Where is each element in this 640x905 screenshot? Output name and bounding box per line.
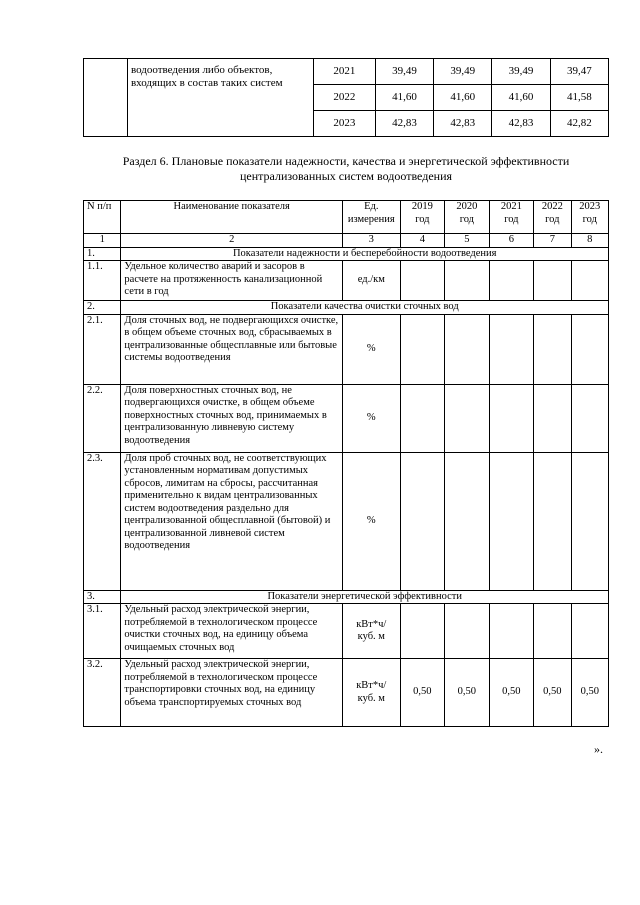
- header-year: 2023 год: [571, 201, 608, 234]
- value-cell: [400, 261, 445, 301]
- header-year: 2020 год: [445, 201, 490, 234]
- value-cell: [400, 314, 445, 384]
- value-cell: [534, 384, 571, 452]
- description-cell: водоотведения либо объектов, входящих в состав таких систем: [127, 59, 313, 137]
- header-year: 2021 год: [489, 201, 534, 234]
- value-cell: [534, 452, 571, 590]
- value-cell: [445, 384, 490, 452]
- header-year: 2022 год: [534, 201, 571, 234]
- unit-cell: %: [342, 314, 400, 384]
- value-cell: [489, 314, 534, 384]
- row-num: 2.1.: [84, 314, 121, 384]
- value-cell: 0,50: [534, 659, 571, 727]
- header-year: 2019 год: [400, 201, 445, 234]
- column-number: 1: [84, 234, 121, 248]
- year-cell: 2021: [313, 59, 375, 85]
- value-cell: 42,83: [492, 111, 550, 137]
- value-cell: [534, 314, 571, 384]
- section-title: Раздел 6. Плановые показатели надежности, качества и энергетической эффективности централизованных систем водоотведения: [122, 154, 570, 183]
- indicator-name: Удельный расход электрической энергии, потребляемой в технологическом процессе очистки сточных вод, на единицу объема очищаемых сточных вод: [121, 604, 343, 659]
- group-title: Показатели качества очистки сточных вод: [121, 301, 609, 315]
- table-row: [84, 452, 609, 590]
- unit-cell: ед./км: [342, 261, 400, 301]
- value-cell: [571, 604, 608, 659]
- value-cell: [571, 452, 608, 590]
- header-name: Наименование показателя: [121, 201, 343, 234]
- table-row: [84, 659, 609, 727]
- value-cell: [445, 261, 490, 301]
- unit-cell: кВт*ч/ куб. м: [342, 659, 400, 727]
- value-cell: 0,50: [445, 659, 490, 727]
- value-cell: [571, 261, 608, 301]
- value-cell: [534, 604, 571, 659]
- value-cell: 0,50: [571, 659, 608, 727]
- value-cell: [445, 604, 490, 659]
- value-cell: [400, 604, 445, 659]
- closing-quote: ».: [594, 742, 603, 756]
- value-cell: 42,83: [434, 111, 492, 137]
- value-cell: 39,47: [550, 59, 608, 85]
- value-cell: 0,50: [489, 659, 534, 727]
- group-row: [84, 301, 609, 315]
- group-row: [84, 247, 609, 261]
- column-number: 8: [571, 234, 608, 248]
- indicators-table: [83, 200, 609, 727]
- value-cell: [400, 384, 445, 452]
- header-row: [84, 201, 609, 234]
- empty-cell: [84, 59, 128, 137]
- table-row: [84, 314, 609, 384]
- indicator-name: Доля проб сточных вод, не соответствующих установленным нормативам допустимых сбросов, лимитам на сбросы, рассчитанная применительно к видам централизованных систем водоотведения раздельно для централизованной общесплавной (бытовой) и централизованной ливневой систем водоотведения: [121, 452, 343, 590]
- row-num: 2.3.: [84, 452, 121, 590]
- table-row: [84, 604, 609, 659]
- group-title: Показатели энергетической эффективности: [121, 590, 609, 604]
- value-cell: 39,49: [492, 59, 550, 85]
- row-num: 1.1.: [84, 261, 121, 301]
- value-cell: 41,60: [492, 85, 550, 111]
- column-number: 7: [534, 234, 571, 248]
- row-num: 3.2.: [84, 659, 121, 727]
- value-cell: [571, 384, 608, 452]
- value-cell: 41,60: [375, 85, 433, 111]
- unit-cell: %: [342, 452, 400, 590]
- group-num: 2.: [84, 301, 121, 315]
- header-num: N п/п: [84, 201, 121, 234]
- year-cell: 2023: [313, 111, 375, 137]
- value-cell: [534, 261, 571, 301]
- value-cell: [489, 384, 534, 452]
- column-number: 6: [489, 234, 534, 248]
- value-cell: [400, 452, 445, 590]
- value-cell: [571, 314, 608, 384]
- value-cell: 42,82: [550, 111, 608, 137]
- row-num: 2.2.: [84, 384, 121, 452]
- column-number: 2: [121, 234, 343, 248]
- column-number: 3: [342, 234, 400, 248]
- table-row: [84, 261, 609, 301]
- group-num: 1.: [84, 247, 121, 261]
- group-num: 3.: [84, 590, 121, 604]
- unit-cell: %: [342, 384, 400, 452]
- value-cell: [489, 604, 534, 659]
- top-table: [83, 58, 609, 137]
- indicator-name: Доля поверхностных сточных вод, не подвергающихся очистке, в общем объеме поверхностных сточных вод, принимаемых в централизованную ливневую систему водоотведения: [121, 384, 343, 452]
- value-cell: [445, 314, 490, 384]
- value-cell: [445, 452, 490, 590]
- table-row: [84, 59, 609, 85]
- group-title: Показатели надежности и бесперебойности водоотведения: [121, 247, 609, 261]
- value-cell: 0,50: [400, 659, 445, 727]
- value-cell: 39,49: [375, 59, 433, 85]
- value-cell: 42,83: [375, 111, 433, 137]
- value-cell: 41,60: [434, 85, 492, 111]
- year-cell: 2022: [313, 85, 375, 111]
- indicator-name: Удельное количество аварий и засоров в расчете на протяженность канализационной сети в год: [121, 261, 343, 301]
- unit-cell: кВт*ч/ куб. м: [342, 604, 400, 659]
- indicator-name: Удельный расход электрической энергии, потребляемой в технологическом процессе транспортировки сточных вод, на единицу объема транспортируемых сточных вод: [121, 659, 343, 727]
- group-row: [84, 590, 609, 604]
- value-cell: 41,58: [550, 85, 608, 111]
- value-cell: [489, 261, 534, 301]
- column-number: 4: [400, 234, 445, 248]
- header-unit: Ед. измерения: [342, 201, 400, 234]
- value-cell: 39,49: [434, 59, 492, 85]
- column-number-row: [84, 234, 609, 248]
- row-num: 3.1.: [84, 604, 121, 659]
- indicator-name: Доля сточных вод, не подвергающихся очистке, в общем объеме сточных вод, сбрасываемых в централизованные общесплавные или бытовые системы водоотведения: [121, 314, 343, 384]
- value-cell: [489, 452, 534, 590]
- table-row: [84, 384, 609, 452]
- column-number: 5: [445, 234, 490, 248]
